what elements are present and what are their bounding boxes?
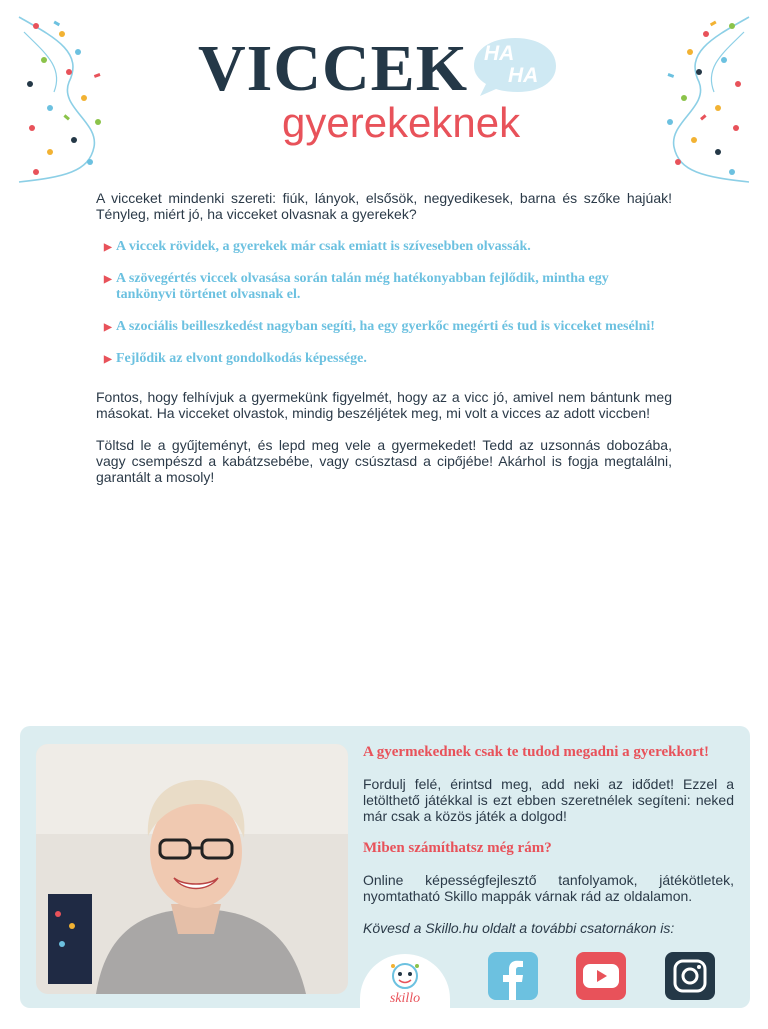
- page-title: VICCEK: [198, 32, 469, 105]
- triangle-bullet-icon: ▶: [104, 354, 112, 365]
- panel-paragraph-2: Online képességfejlesztő tanfolyamok, játékötletek, nyomtatható Skillo mappák várnak rád az oldalamon.: [363, 872, 734, 904]
- bubble-text-1: HA: [484, 42, 515, 65]
- haha-speech-bubble: [470, 34, 560, 100]
- list-item: [96, 271, 672, 303]
- panel-paragraph-1: Fordulj felé, érintsd meg, add neki az idődet! Ezzel a letölthető játékkal is ezt ebben szeretnélek segíteni: neked már csak a közös játék a dolgod!: [363, 776, 734, 824]
- main-content: [96, 190, 672, 485]
- page-subtitle: gyerekeknek: [282, 99, 521, 146]
- intro-paragraph: A vicceket mindenki szereti: fiúk, lányok, elsősök, negyedikesek, barna és szőke hajúak! Tényleg, miért jó, ha vicceket olvasnak a gyerekek?: [96, 190, 672, 222]
- list-item-text: A szociális beilleszkedést nagyban segíti, ha egy gyerkőc megérti és tud is vicceket mesélni!: [116, 319, 655, 334]
- youtube-icon[interactable]: [576, 952, 626, 1000]
- list-item-text: Fejlődik az elvont gondolkodás képessége.: [116, 351, 367, 366]
- triangle-bullet-icon: ▶: [104, 242, 112, 253]
- list-item: [96, 239, 672, 255]
- author-photo: [36, 744, 348, 994]
- confetti-decoration-left: [14, 12, 114, 187]
- skillo-logo-text: skillo: [389, 991, 421, 1006]
- caution-paragraph: Fontos, hogy felhívjuk a gyermekünk figyelmét, hogy az a vicc jó, amivel nem bántunk meg másokat. Ha vicceket olvastok, mindig beszéljétek meg, mi volt a vicces az adott viccben!: [96, 389, 672, 421]
- bubble-text-2: HA: [508, 64, 539, 87]
- facebook-icon[interactable]: [488, 952, 538, 1000]
- panel-text: [363, 744, 734, 936]
- skillo-logo[interactable]: [360, 954, 450, 1024]
- benefit-list: [96, 239, 672, 367]
- triangle-bullet-icon: ▶: [104, 322, 112, 333]
- list-item: [96, 351, 672, 367]
- confetti-decoration-right: [654, 12, 754, 187]
- list-item-text: A viccek rövidek, a gyerekek már csak emiatt is szívesebben olvassák.: [116, 239, 531, 254]
- instagram-icon[interactable]: [665, 952, 715, 1000]
- list-item-text: A szövegértés viccek olvasása során talán még hatékonyabban fejlődik, mintha egy tankönyvi történet olvasnak el.: [116, 271, 609, 302]
- panel-heading-childhood: A gyermekednek csak te tudod megadni a gyerekkort!: [363, 744, 709, 760]
- list-item: [96, 319, 672, 335]
- follow-text: Kövesd a Skillo.hu oldalt a további csatornákon is:: [363, 920, 675, 936]
- panel-heading-services: Miben számíthatsz még rám?: [363, 840, 552, 856]
- download-paragraph: Töltsd le a gyűjteményt, és lepd meg vele a gyermekedet! Tedd az uzsonnás dobozába, vagy csempészd a kabátzsebébe, vagy csúsztasd a cipőjébe! Akárhol is fogja megtalálni, garantált a mosoly!: [96, 437, 672, 485]
- triangle-bullet-icon: ▶: [104, 274, 112, 285]
